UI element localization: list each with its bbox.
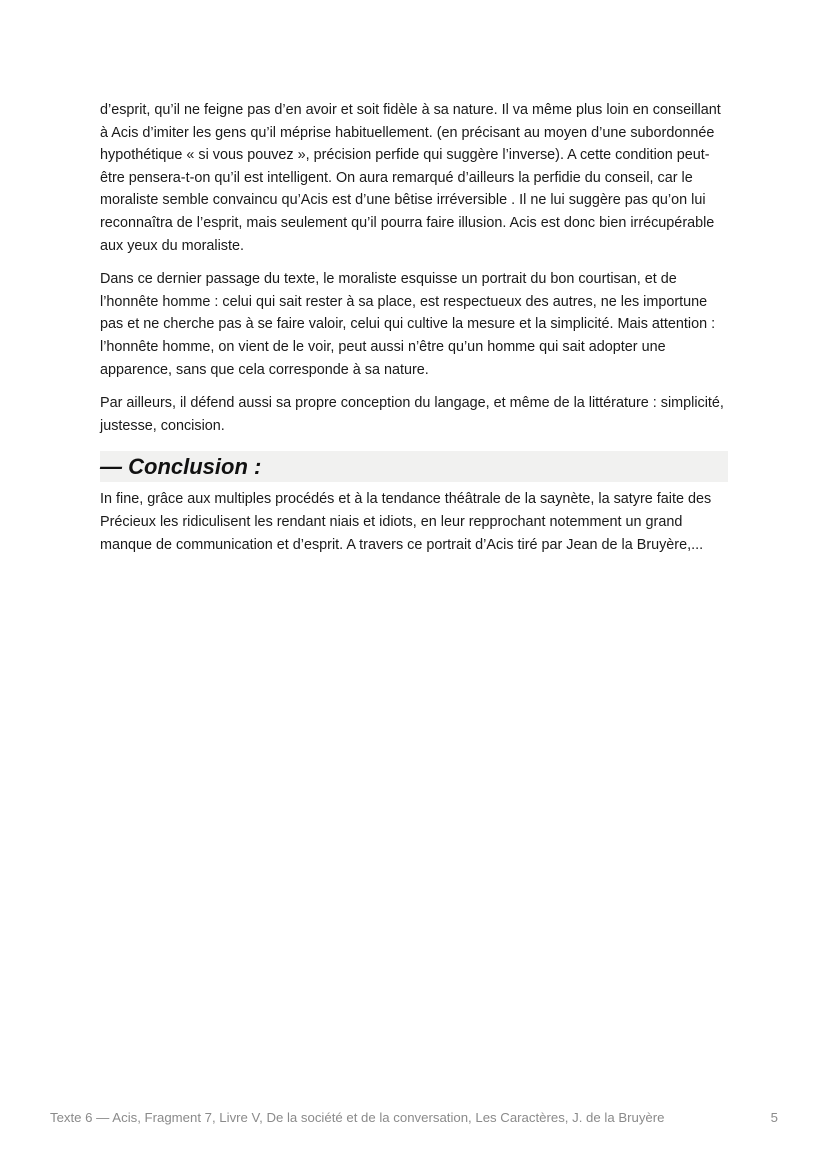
page-number: 5 bbox=[770, 1110, 778, 1125]
body-paragraph: Par ailleurs, il défend aussi sa propre conception du langage, et même de la littérature : simplicité, justesse, concision. bbox=[100, 395, 724, 434]
conclusion-paragraph: In fine, grâce aux multiples procédés et à la tendance théâtrale de la saynète, la satyre faite des Précieux les ridiculisent les rendant niais et idiots, en leur repprochant notemment un grand manque de communication et d’esprit. A travers ce portrait d’Acis tiré par Jean de la Bruyère,... bbox=[100, 491, 712, 553]
footer-citation: Texte 6 — Acis, Fragment 7, Livre V, De la société et de la conversation, Les Caractères, J. de la Bruyère bbox=[50, 1110, 665, 1125]
body-paragraph: Dans ce dernier passage du texte, le moraliste esquisse un portrait du bon courtisan, et de l’honnête homme : celui qui sait rester à sa place, est respectueux des autres, ne les importune pas et ne cherche pas à se faire valoir, celui qui cultive la mesure et la simplicité. Mais attention : l’honnête homme, on vient de le voir, peut aussi n’être qu’un homme qui sait adopter une apparence, sans que cela corresponde à sa nature. bbox=[100, 271, 716, 378]
body-paragraph: d’esprit, qu’il ne feigne pas d’en avoir et soit fidèle à sa nature. Il va même plus loin en conseillant à Acis d’imiter les gens qu’il méprise habituellement. (en précisant au moyen d’une subordonnée hypothétique « si vous pouvez », précision perfide qui suggère l’inverse). A cette condition peut-être pensera-t-on qu’il est intelligent. On aura remarqué d’ailleurs la perfidie du conseil, car le moraliste semble convaincu qu’Acis est d’une bêtise irréversible . Il ne lui suggère pas qu’on lui reconnaîtra de l’esprit, mais seulement qu’il pourra faire illusion. Acis est donc bien irrécupérable aux yeux du moraliste. bbox=[100, 102, 721, 254]
document-body bbox=[100, 99, 728, 567]
conclusion-heading: — Conclusion : bbox=[100, 451, 728, 482]
